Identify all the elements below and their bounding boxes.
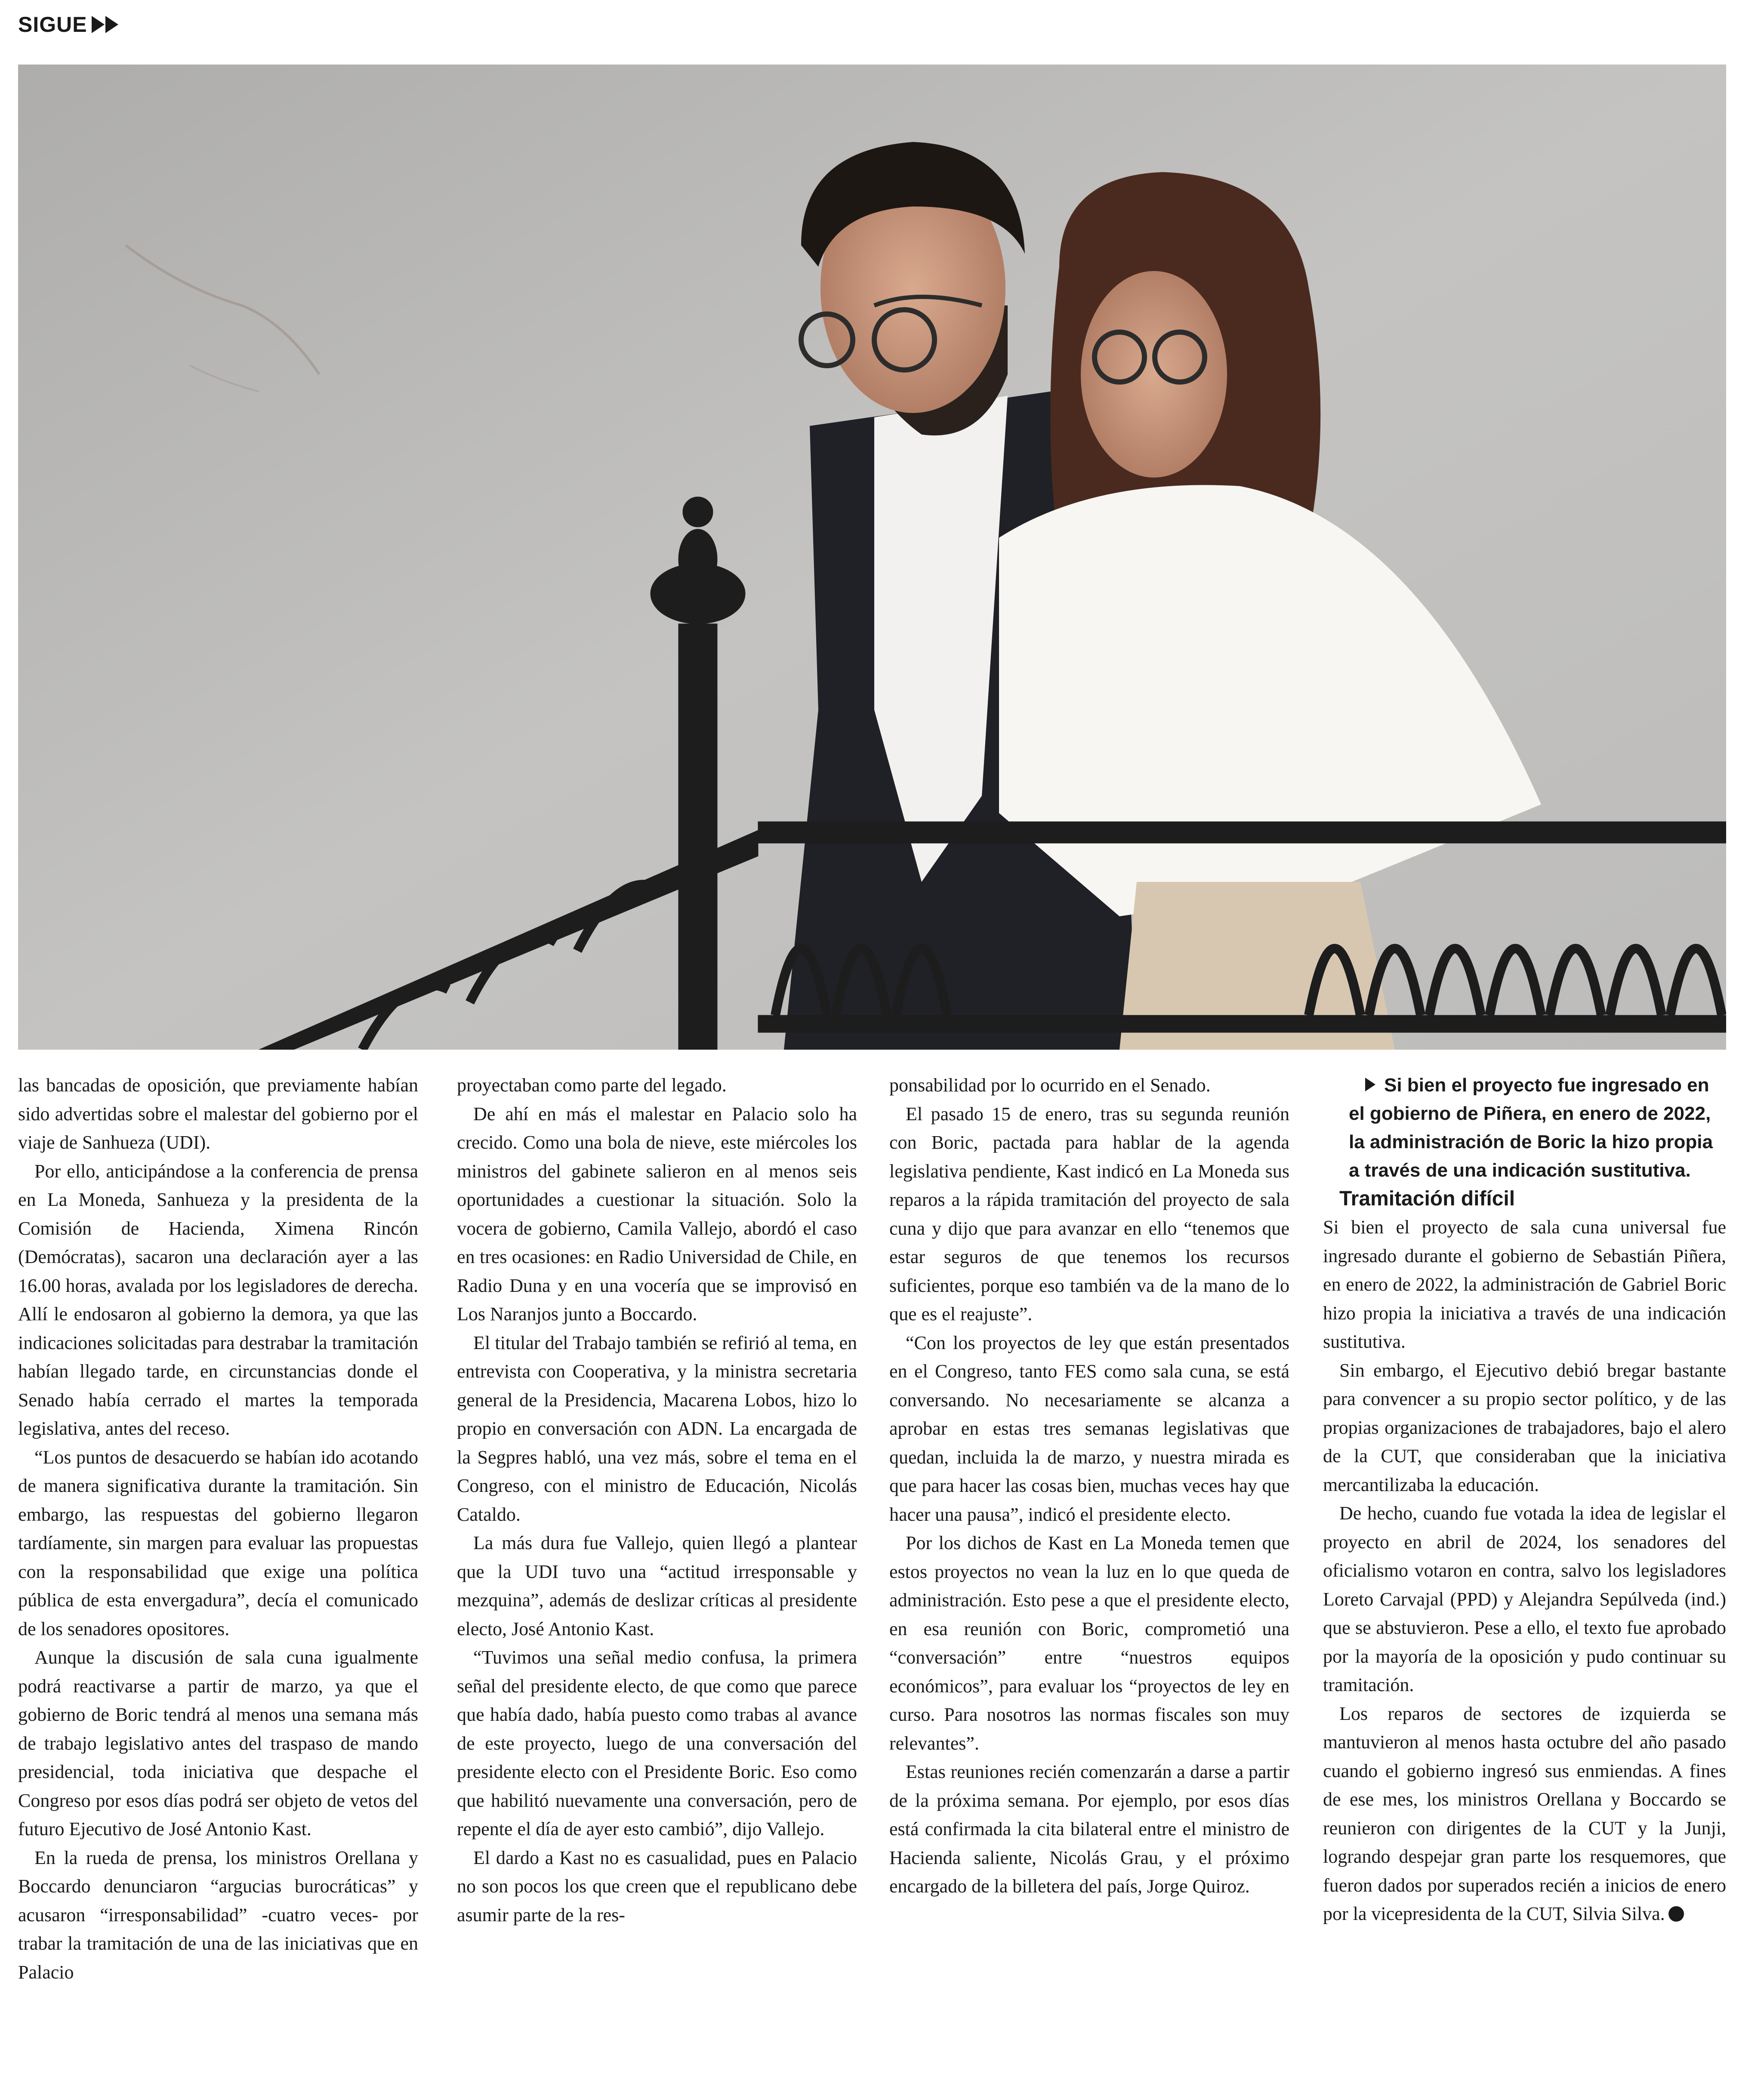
paragraph — [1323, 1700, 1726, 1929]
paragraph: De hecho, cuando fue votada la idea de legislar el proyecto en abril de 2024, los senadores del oficialismo votaron en contra, salvo los legisladores Loreto Carvajal (PPD) y Alejandra Sepúlveda (ind.) que se abstuvieron. Pese a ello, el texto fue aprobado por la mayoría de la oposición y pudo continuar su tramitación. — [1323, 1503, 1726, 1695]
triangle-bullet-icon — [1365, 1078, 1375, 1091]
paragraph: La más dura fue Vallejo, quien llegó a plantear que la UDI tuvo una “actitud irresponsable y mezquina”, además de deslizar críticas al presidente electo, José Antonio Kast. — [457, 1532, 857, 1639]
pull-quote-text: Si bien el proyecto fue ingresado en el gobierno de Piñera, en enero de 2022, la administración de Boric la hizo propia a través de una indicación sustitutiva. — [1349, 1075, 1713, 1181]
section-subheading: Tramitación difícil — [1339, 1187, 1515, 1210]
paragraph-text: Los reparos de sectores de izquierda se mantuvieron al menos hasta octubre del año pasado cuando el gobierno ingresó sus enmiendas. A fines de ese mes, los ministros Orellana y Boccardo se reunieron con dirigentes de la CUT y la Junji, logrando despejar gran parte los resquemores, que fueron dados por superados recién a inicios de enero por la vicepresidenta de la CUT, Silvia Silva. — [1323, 1703, 1726, 1924]
double-arrow-icon — [92, 16, 118, 33]
paragraph: El dardo a Kast no es casualidad, pues en Palacio no son pocos los que creen que el republicano debe asumir parte de la res- — [457, 1847, 857, 1926]
paragraph: las bancadas de oposición, que previamente habían sido advertidas sobre el malestar del gobierno por el viaje de Sanhueza (UDI). — [18, 1075, 418, 1153]
paragraph: “Los puntos de desacuerdo se habían ido acotando de manera significativa durante la tramitación. Sin embargo, las respuestas del gobierno llegaron tardíamente, sin margen para evaluar las propuestas con la responsabilidad que exige una política pública de esta envergadura”, decía el comunicado de los senadores opositores. — [18, 1446, 418, 1639]
sigue-header — [18, 12, 118, 37]
paragraph: Por los dichos de Kast en La Moneda temen que estos proyectos no vean la luz en lo que queda de administración. Esto pese a que el presidente electo, en esa reunión con Boric, comprometió una “conversación” entre “nuestros equipos económicos”, para evaluar los “proyectos de ley en curso. Para nosotros las normas fiscales son muy relevantes”. — [889, 1532, 1289, 1754]
paragraph: ponsabilidad por lo ocurrido en el Senado. — [889, 1075, 1211, 1096]
end-of-article-icon — [1668, 1906, 1684, 1922]
paragraph: De ahí en más el malestar en Palacio solo ha crecido. Como una bola de nieve, este miércoles los ministros del gabinete salieron en al menos seis oportunidades a cuestionar la situación. Solo la vocera de gobierno, Camila Vallejo, abordó el caso en tres ocasiones: en Radio Universidad de Chile, en Radio Duna y en una vocería que se improvisó en Los Naranjos junto a Boccardo. — [457, 1103, 857, 1325]
paragraph: El titular del Trabajo también se refirió al tema, en entrevista con Cooperativa, y la ministra secretaria general de la Presidencia, Macarena Lobos, hizo lo propio en conversación con ADN. La encargada de la Segpres habló, una vez más, sobre el tema en el Congreso, con el ministro de Educación, Nicolás Cataldo. — [457, 1332, 857, 1525]
article-column-3 — [889, 1071, 1289, 2078]
paragraph: Aunque la discusión de sala cuna igualmente podrá reactivarse a partir de marzo, ya que el gobierno de Boric tendrá al menos una semana más de trabajo legislativo antes del traspaso de mando presidencial, toda iniciativa que despache el Congreso por esos días podrá ser objeto de vetos del futuro Ejecutivo de José Antonio Kast. — [18, 1647, 418, 1839]
paragraph: Estas reuniones recién comenzarán a darse a partir de la próxima semana. Por ejemplo, por esos días está confirmada la cita bilateral entre el ministro de Hacienda saliente, Nicolás Grau, y el próximo encargado de la billetera del país, Jorge Quiroz. — [889, 1761, 1289, 1897]
article-photo — [18, 65, 1726, 1050]
article-column-2 — [457, 1071, 857, 2078]
paragraph: En la rueda de prensa, los ministros Orellana y Boccardo denunciaron “argucias burocráticas” y acusaron “irresponsabilidad” -cuatro veces- por trabar la tramitación de una de las iniciativas que en Palacio — [18, 1847, 418, 1983]
paragraph: Sin embargo, el Ejecutivo debió bregar bastante para convencer a su propio sector político, y de las propias organizaciones de trabajadores, bajo el alero de la CUT, que consideraban que la iniciativa mercantilizaba la educación. — [1323, 1359, 1726, 1495]
paragraph: Por ello, anticipándose a la conferencia de prensa en La Moneda, Sanhueza y la presidenta de la Comisión de Hacienda, Ximena Rincón (Demócratas), sacaron una declaración ayer a las 16.00 horas, avalada por los legisladores de derecha. Allí le endosaron al gobierno la demora, ya que las indicaciones solicitadas para destrabar la tramitación habían llegado tarde, en circunstancias donde el Senado había cerrado el martes la temporada legislativa, antes del receso. — [18, 1160, 418, 1439]
paragraph: proyectaban como parte del legado. — [457, 1075, 727, 1096]
paragraph: El pasado 15 de enero, tras su segunda reunión con Boric, pactada para hablar de la agenda legislativa pendiente, Kast indicó en La Moneda sus reparos a la rápida tramitación del proyecto de sala cuna y dijo que para avanzar en ello “tenemos que estar seguros de que tenemos los recursos suficientes, porque eso también va de la mano de lo que es el reajuste”. — [889, 1103, 1289, 1325]
article-column-4 — [1323, 1071, 1726, 2078]
paragraph: “Con los proyectos de ley que están presentados en el Congreso, tanto FES como sala cuna, se está conversando. No necesariamente se alcanza a aprobar en estas tres semanas legislativas que quedan, incluida la de marzo, y nuestra mirada es que para hacer las cosas bien, muchas veces hay que hacer una pausa”, indicó el presidente electo. — [889, 1332, 1289, 1525]
paragraph: “Tuvimos una señal medio confusa, la primera señal del presidente electo, de que como que parece que había dado, había puesto como trabas al avance de este proyecto, luego de una conversación del presidente electo con el Presidente Boric. Eso como que habilitó nuevamente una conversación, pero de repente el día de ayer esto cambió”, dijo Vallejo. — [457, 1647, 857, 1839]
pull-quote — [1323, 1071, 1726, 1185]
paragraph: Si bien el proyecto de sala cuna universal fue ingresado durante el gobierno de Sebastián Piñera, en enero de 2022, la administración de Gabriel Boric hizo propia la iniciativa a través de una indicación sustitutiva. — [1323, 1217, 1726, 1352]
sigue-label: SIGUE — [18, 12, 87, 37]
article-column-1 — [18, 1071, 418, 2078]
